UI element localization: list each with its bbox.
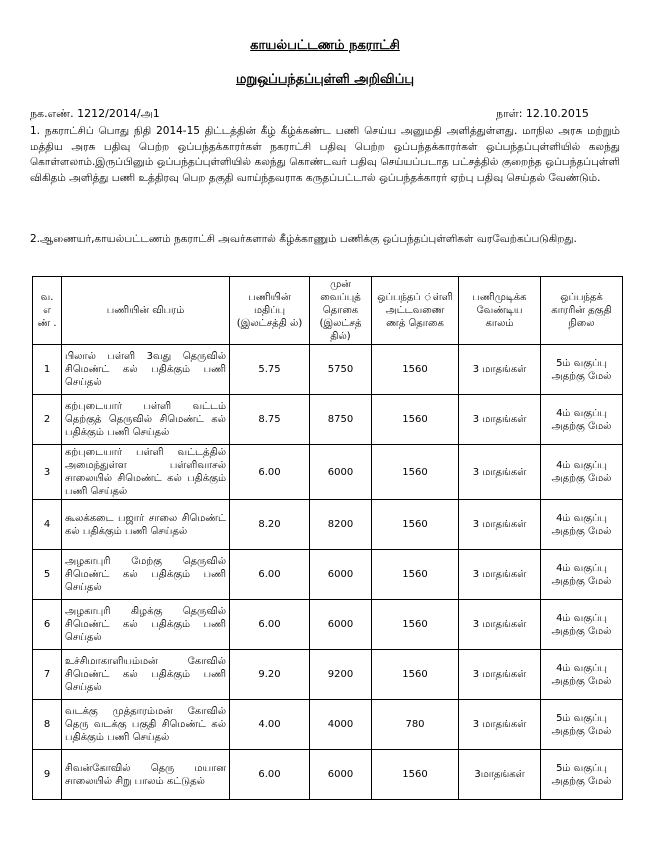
header-work-details: பணியின் விபரம் [62, 277, 230, 345]
cell-completion-period: 3 மாதங்கள் [459, 395, 541, 445]
cell-work-details: வடக்கு முத்தாரம்மன் கோவில் தெரு வடக்கு பகுதி சிமெண்ட் கல் பதிக்கும் பணி செய்தல் [62, 700, 230, 750]
document-subtitle: மறுஒப்பந்தப்புள்ளி அறிவிப்பு [235, 72, 415, 87]
cell-completion-period: 3 மாதங்கள் [459, 345, 541, 395]
cell-work-value: 6.00 [230, 445, 310, 500]
cell-completion-period: 3 மாதங்கள் [459, 445, 541, 500]
cell-contractor-class: 4ம் வகுப்பு அதற்கு மேல் [541, 395, 623, 445]
cell-schedule-amount: 1560 [372, 395, 459, 445]
cell-deposit: 6000 [310, 445, 372, 500]
cell-work-details: சிவன்கோவில் தெரு மயான சாலையில் சிறு பாலம் கட்டுதல் [62, 750, 230, 800]
table-row [33, 500, 623, 550]
cell-completion-period: 3 மாதங்கள் [459, 700, 541, 750]
cell-contractor-class: 4ம் வகுப்பு அதற்கு மேல் [541, 500, 623, 550]
cell-deposit: 6000 [310, 750, 372, 800]
table-row [33, 600, 623, 650]
cell-work-value: 5.75 [230, 345, 310, 395]
cell-schedule-amount: 1560 [372, 750, 459, 800]
table-row [33, 650, 623, 700]
cell-schedule-amount: 1560 [372, 445, 459, 500]
table-row [33, 395, 623, 445]
cell-schedule-amount: 1560 [372, 500, 459, 550]
cell-work-value: 9.20 [230, 650, 310, 700]
cell-serial: 2 [33, 395, 62, 445]
cell-deposit: 8750 [310, 395, 372, 445]
table-row [33, 550, 623, 600]
table-header-row [33, 277, 623, 345]
cell-work-details: கற்புடையார் பள்ளி வட்டம் தெற்குத் தெருவில் சிமெண்ட் கல் பதிக்கும் பணி செய்தல் [62, 395, 230, 445]
cell-completion-period: 3 மாதங்கள் [459, 550, 541, 600]
cell-serial: 8 [33, 700, 62, 750]
document-title: காயல்பட்டணம் நகராட்சி [250, 38, 400, 53]
cell-work-details: பிலால் பள்ளி 3வது தெருவில் சிமெண்ட் கல் பதிக்கும் பணி செய்தல் [62, 345, 230, 395]
cell-schedule-amount: 1560 [372, 550, 459, 600]
cell-work-details: அழகாபுரி கிழக்கு தெருவில் சிமெண்ட் கல் பதிக்கும் பணி செய்தல் [62, 600, 230, 650]
works-table [32, 276, 623, 800]
table-row [33, 700, 623, 750]
table-row [33, 750, 623, 800]
cell-contractor-class: 4ம் வகுப்பு அதற்கு மேல் [541, 550, 623, 600]
cell-work-value: 4.00 [230, 700, 310, 750]
reference-number: நக.எண். 1212/2014/அ1 [30, 107, 160, 120]
cell-schedule-amount: 1560 [372, 600, 459, 650]
header-work-value: பணியின் மதிப்பு (இலட்சத்தி ல்) [230, 277, 310, 345]
cell-contractor-class: 5ம் வகுப்பு அதற்கு மேல் [541, 750, 623, 800]
notice-date: நாள்: 12.10.2015 [496, 107, 589, 120]
cell-work-details: அழகாபுரி மேற்கு தெருவில் சிமெண்ட் கல் பதிக்கும் பணி செய்தல் [62, 550, 230, 600]
cell-contractor-class: 4ம் வகுப்பு அதற்கு மேல் [541, 600, 623, 650]
header-contractor-class: ஒப்பந்தக் காரரின் தகுதி நிலை [541, 277, 623, 345]
cell-schedule-amount: 1560 [372, 345, 459, 395]
cell-contractor-class: 5ம் வகுப்பு அதற்கு மேல் [541, 345, 623, 395]
cell-completion-period: 3மாதங்கள் [459, 750, 541, 800]
cell-schedule-amount: 780 [372, 700, 459, 750]
cell-deposit: 8200 [310, 500, 372, 550]
paragraph-1: 1. நகராட்சிப் பொது நிதி 2014-15 திட்டத்தின் கீழ் கீழ்க்கண்ட பணி செய்ய அனுமதி அளித்துள்ளது. மாநில அரசு மற்றும் மத்திய அரசு பதிவு பெற்ற ஒப்பந்தக்காரர்கள் நகராட்சி பதிவு பெற்ற ஒப்பந்தக்காரர்கள் ஒப்பந்தப்புள்ளியில் கலந்து கொள்ளலாம்.இருப்பினும் ஒப்பந்தப்புள்ளியில் கலந்து கொண்டவர் பதிவு செய்யப்படாத பட்சத்தில் குறைந்த ஒப்பந்தப்புள்ளி விகிதம் அளித்து பணி உத்திரவு பெற தகுதி வாய்ந்தவராக கருதப்பட்டால் ஒப்பந்தக்காரர் ஏற்பு பதிவு செய்தல் வேண்டும். [30, 125, 620, 184]
cell-deposit: 9200 [310, 650, 372, 700]
cell-serial: 4 [33, 500, 62, 550]
cell-deposit: 4000 [310, 700, 372, 750]
cell-work-value: 8.20 [230, 500, 310, 550]
header-deposit: முன் வைப்புத் தொகை (இலட்சத் தில்) [310, 277, 372, 345]
cell-work-details: கற்புடையார் பள்ளி வட்டத்தில் அமைந்துள்ள பள்ளிவாசல் சாலையில் சிமெண்ட் கல் பதிக்கும் பணி செய்தல் [62, 445, 230, 500]
cell-serial: 1 [33, 345, 62, 395]
cell-work-details: உச்சிமாகாளியம்மன் கோவில் சிமெண்ட் கல் பதிக்கும் பணி செய்தல் [62, 650, 230, 700]
cell-completion-period: 3 மாதங்கள் [459, 500, 541, 550]
cell-work-value: 6.00 [230, 600, 310, 650]
header-completion-period: பணிமுடிக்க வேண்டிய காலம் [459, 277, 541, 345]
cell-contractor-class: 5ம் வகுப்பு அதற்கு மேல் [541, 700, 623, 750]
cell-serial: 6 [33, 600, 62, 650]
cell-work-details: கூலக்கடை பஜார் சாலை சிமெண்ட் கல் பதிக்கும் பணி செய்தல் [62, 500, 230, 550]
cell-deposit: 6000 [310, 600, 372, 650]
cell-serial: 9 [33, 750, 62, 800]
cell-work-value: 6.00 [230, 550, 310, 600]
cell-deposit: 6000 [310, 550, 372, 600]
cell-deposit: 5750 [310, 345, 372, 395]
cell-completion-period: 3 மாதங்கள் [459, 600, 541, 650]
cell-serial: 7 [33, 650, 62, 700]
header-schedule-amount: ஒப்பந்தப் ்ள்ளி அட்டவணை ணத் தொகை [372, 277, 459, 345]
table-row [33, 445, 623, 500]
header-serial: வ. எ ண் . [33, 277, 62, 345]
cell-work-value: 6.00 [230, 750, 310, 800]
cell-work-value: 8.75 [230, 395, 310, 445]
cell-schedule-amount: 1560 [372, 650, 459, 700]
cell-serial: 3 [33, 445, 62, 500]
cell-completion-period: 3 மாதங்கள் [459, 650, 541, 700]
cell-contractor-class: 4ம் வகுப்பு அதற்கு மேல் [541, 650, 623, 700]
cell-contractor-class: 4ம் வகுப்பு அதற்கு மேல் [541, 445, 623, 500]
cell-serial: 5 [33, 550, 62, 600]
table-row [33, 345, 623, 395]
paragraph-2: 2.ஆணையர்,காயல்பட்டணம் நகராட்சி அவர்களால் கீழ்க்காணும் பணிக்கு ஒப்பந்தப்புள்ளிகள் வரவேற்கப்படுகிறது. [30, 233, 577, 245]
